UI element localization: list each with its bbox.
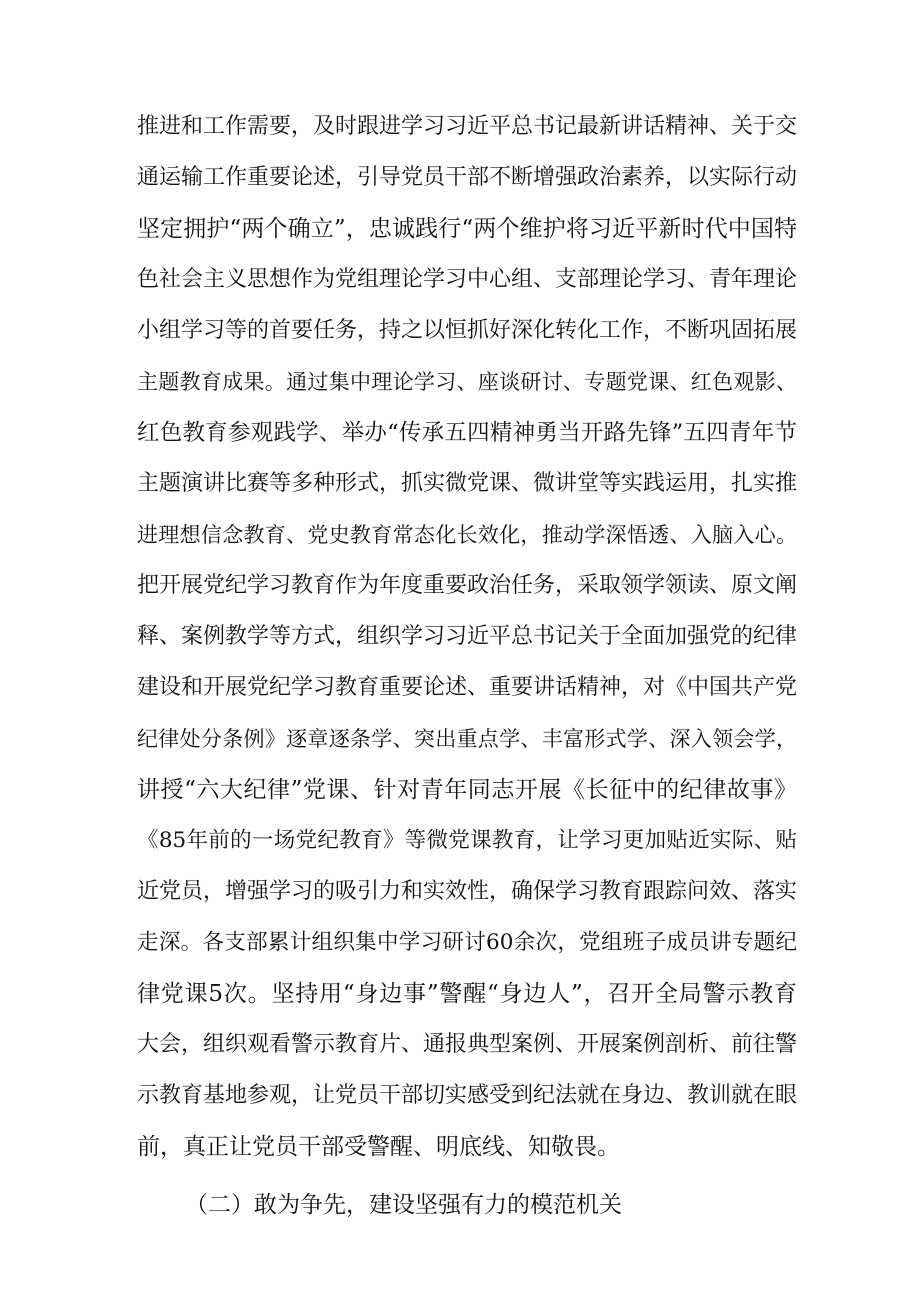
body-text-line: 纪律处分条例》逐章逐条学、突出重点学、丰富形式学、深入领会学，	[137, 727, 797, 751]
body-text-line: 建设和开展党纪学习教育重要论述、重要讲话精神，对《中国共产党	[137, 675, 798, 700]
body-text-line: 大会，组织观看警示教育片、通报典型案例、开展案例剖析、前往警	[137, 1032, 798, 1057]
body-text-line: 坚定拥护“两个确立”，忠诚践行“两个维护将习近平新时代中国特	[137, 216, 797, 242]
body-text-line: 进理想信念教育、党史教育常态化长效化，推动学深悟透、入脑入心。	[137, 523, 797, 547]
body-text-line: 讲授“六大纪律”党课、针对青年同志开展《长征中的纪律故事》	[137, 777, 797, 803]
body-text-line: 释、案例教学等方式，组织学习习近平总书记关于全面加强党的纪律	[137, 624, 798, 649]
body-text-line: 推进和工作需要，及时跟进学习习近平总书记最新讲话精神、关于交	[137, 114, 798, 139]
section-heading: （二）敢为争先，建设坚强有力的模范机关	[185, 1192, 622, 1218]
body-text-line: 《85年前的一场党纪教育》等微党课教育，让学习更加贴近实际、贴	[137, 828, 797, 853]
body-text-line: 律党课5次。坚持用“身边事”警醒“身边人”，召开全局警示教育	[137, 981, 797, 1007]
body-text-line: 示教育基地参观，让党员干部切实感受到纪法就在身边、教训就在眼	[137, 1083, 798, 1108]
body-text-line: 通运输工作重要论述，引导党员干部不断增强政治素养，以实际行动	[137, 165, 798, 190]
body-text-line: 前，真正让党员干部受警醒、明底线、知敬畏。	[137, 1134, 620, 1160]
body-text-line: 主题演讲比赛等多种形式，抓实微党课、微讲堂等实践运用，扎实推	[137, 471, 798, 496]
body-text-line: 把开展党纪学习教育作为年度重要政治任务，采取领学领读、原文阐	[137, 573, 798, 598]
body-text-line: 小组学习等的首要任务，持之以恒抓好深化转化工作，不断巩固拓展	[137, 318, 798, 343]
body-text-line: 近党员，增强学习的吸引力和实效性，确保学习教育跟踪问效、落实	[137, 879, 798, 904]
body-text-line: 走深。各支部累计组织集中学习研讨60余次，党组班子成员讲专题纪	[137, 930, 797, 955]
body-text-line: 色社会主义思想作为党组理论学习中心组、支部理论学习、青年理论	[137, 267, 798, 292]
body-text-line: 主题教育成果。通过集中理论学习、座谈研讨、专题党课、红色观影、	[137, 370, 797, 394]
body-text-line: 红色教育参观践学、举办“传承五四精神勇当开路先锋”五四青年节	[137, 420, 797, 446]
